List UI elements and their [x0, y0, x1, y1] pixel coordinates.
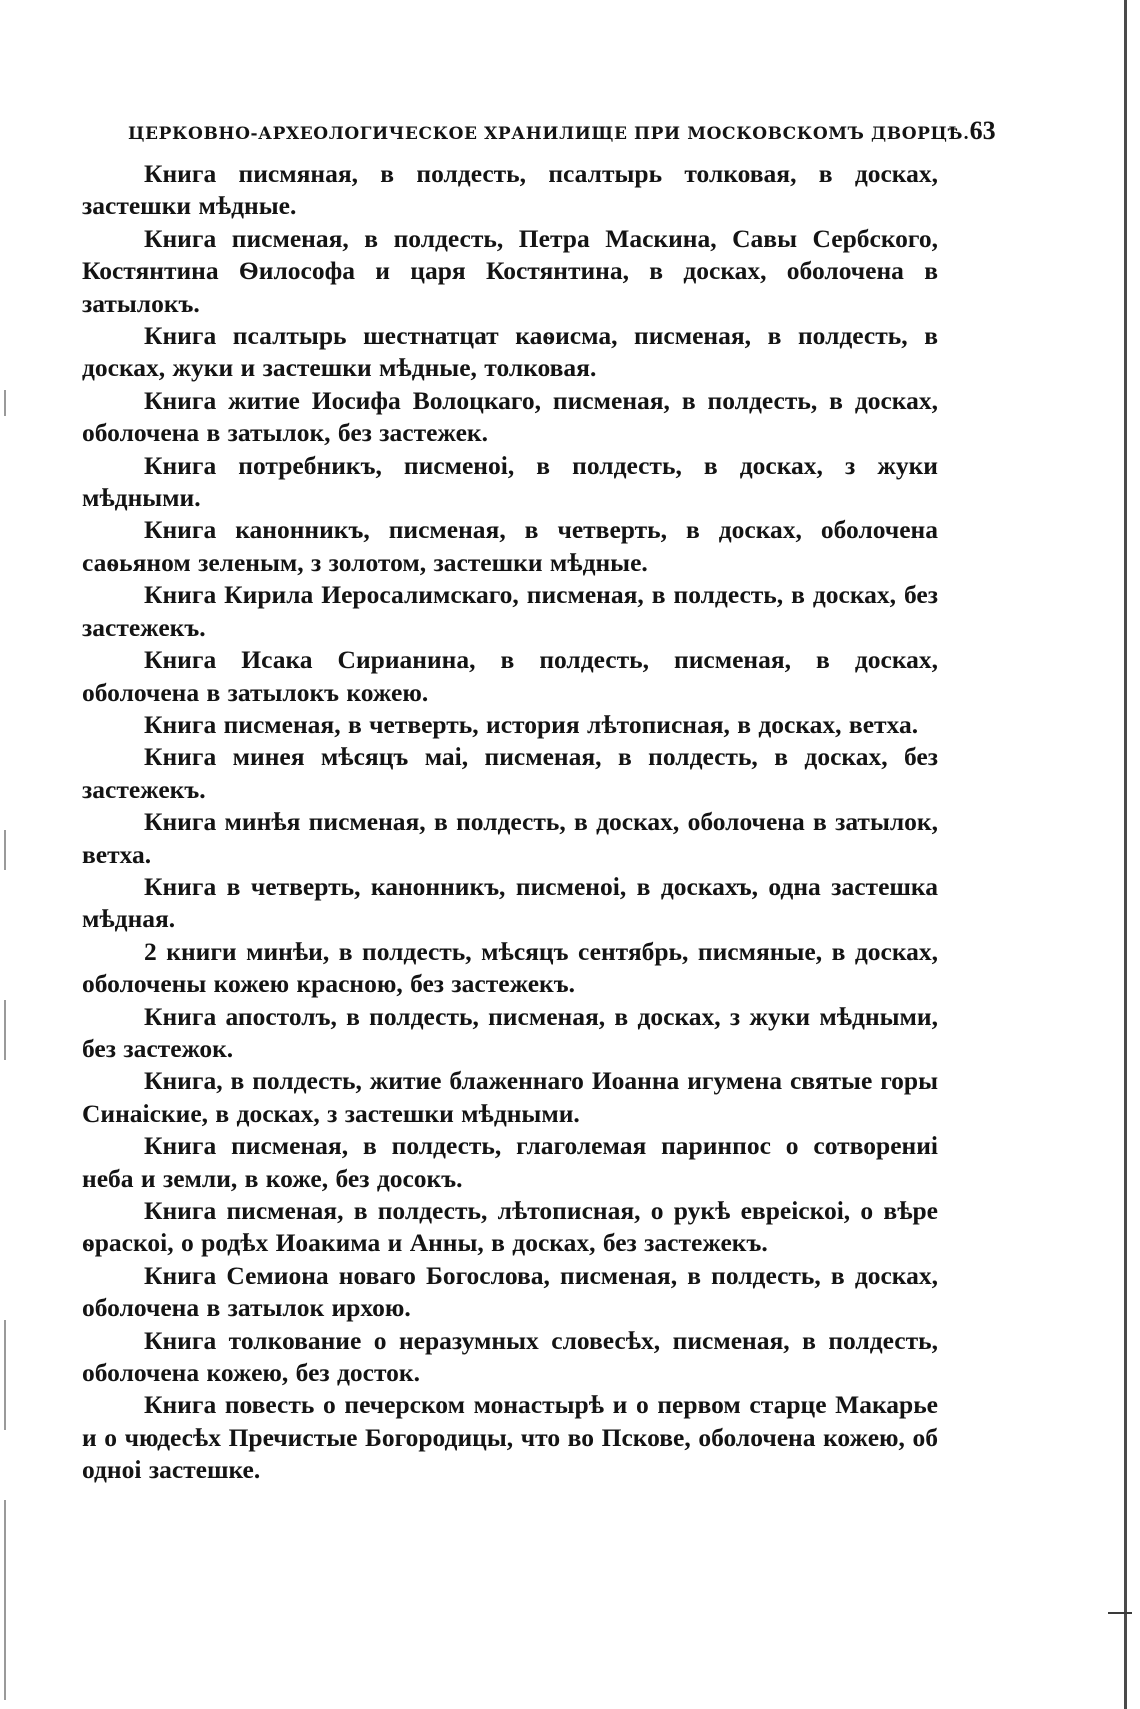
inventory-entry: Книга писменая, в полдесть, лѣтописная, о рукѣ евреіскоі, о вѣре ѳраскоі, о родѣх Иоакима и Анны, в досках, без застежекъ.: [82, 1196, 938, 1258]
inventory-entry: 2 книги минѣи, в полдесть, мѣсяцъ сентябрь, писмяные, в досках, оболочены кожею красною, без застежекъ.: [82, 936, 938, 999]
inventory-entry: Книга минѣя писменая, в полдесть, в досках, оболочена в затылок, ветха.: [82, 807, 938, 869]
inventory-entry: Книга в четверть, канонникъ, писменоі, в доскахъ, одна застешка мѣдная.: [82, 871, 938, 934]
running-head: [128, 116, 996, 150]
inventory-entry: Книга Кирила Иеросалимскаго, писменая, в полдесть, в досках, без застежекъ.: [82, 580, 938, 642]
inventory-entry: Книга толкование о неразумных словесѣх, писменая, в полдесть, оболочена кожею, без досток.: [82, 1325, 938, 1388]
margin-speck: [4, 1000, 6, 1060]
running-title: ЦЕРКОВНО-АРХЕОЛОГИЧЕСКОЕ ХРАНИЛИЩЕ ПРИ МОСКОВСКОМЪ ДВОРЦѢ.: [128, 124, 970, 144]
inventory-entry: Книга канонникъ, писменая, в четверть, в досках, оболочена саѳьяном зеленым, з золотом, застешки мѣдные.: [82, 515, 938, 577]
margin-speck: [4, 830, 6, 870]
inventory-entry: Книга писменая, в четверть, история лѣтописная, в досках, ветха.: [144, 709, 919, 739]
inventory-entry: Книга писменая, в полдесть, глаголемая паринпос о сотворениі неба и земли, в коже, без досокъ.: [82, 1131, 938, 1193]
inventory-entry: Книга писменая, в полдесть, Петра Маскина, Савы Сербского, Костянтина Ѳилософа и царя Костянтина, в досках, оболочена в затылокъ.: [82, 223, 938, 318]
inventory-entry: Книга писмяная, в полдесть, псалтырь толковая, в досках, застешки мѣдные.: [82, 159, 938, 221]
inventory-entry: Книга Семиона новаго Богослова, писменая, в полдесть, в досках, оболочена в затылок ирхою.: [82, 1260, 938, 1323]
inventory-entry: Книга житие Иосифа Волоцкаго, писменая, в полдесть, в досках, оболочена в затылок, без застежек.: [82, 385, 938, 448]
page-number: 63: [969, 116, 996, 145]
inventory-entry: Книга Исака Сирианина, в полдесть, писменая, в досках, оболочена в затылокъ кожею.: [82, 645, 938, 707]
margin-speck: [4, 1500, 6, 1700]
edge-tick-mark: [1108, 1612, 1132, 1614]
inventory-list: [82, 158, 938, 1487]
inventory-entry: Книга псалтырь шестнатцат каѳисма, писменая, в полдесть, в досках, жуки и застешки мѣдные, толковая.: [82, 321, 938, 383]
binding-edge-line: [1124, 0, 1127, 1709]
inventory-entry: Книга потребникъ, писменоі, в полдесть, в досках, з жуки мѣдными.: [82, 450, 938, 513]
inventory-entry: Книга повесть о печерском монастырѣ и о первом старце Макарье и о чюдесѣх Пречистые Богородицы, что во Пскове, оболочена кожею, об одноі застешке.: [82, 1390, 938, 1485]
inventory-entry: Книга минея мѣсяцъ маі, писменая, в полдесть, в досках, без застежекъ.: [82, 742, 938, 804]
margin-speck: [4, 1320, 6, 1430]
inventory-entry: Книга апостолъ, в полдесть, писменая, в досках, з жуки мѣдными, без застежок.: [82, 1001, 938, 1063]
inventory-entry: Книга, в полдесть, житие блаженнаго Иоанна игумена святые горы Синаіские, в досках, з застешки мѣдными.: [82, 1066, 938, 1128]
margin-speck: [4, 390, 6, 416]
